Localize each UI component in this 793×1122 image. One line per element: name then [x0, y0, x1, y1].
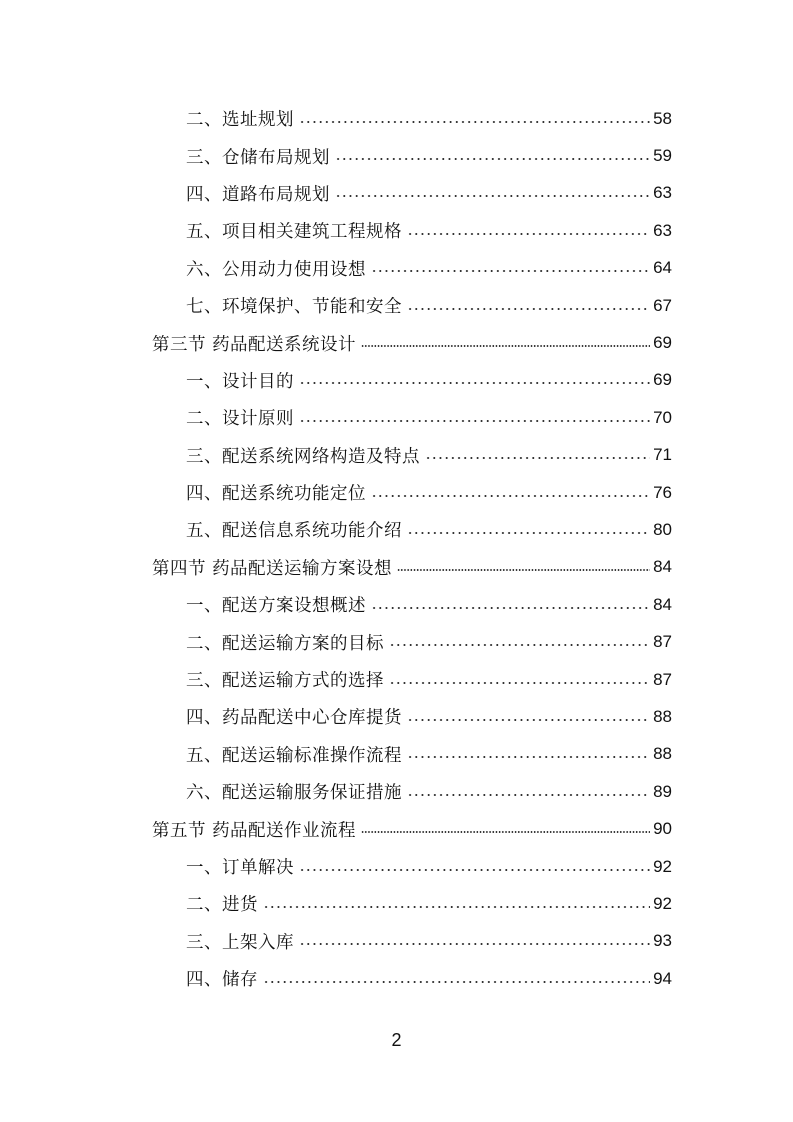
toc-dot-leader	[407, 794, 650, 796]
toc-entry-page: 76	[653, 482, 672, 502]
toc-entry-page: 89	[653, 781, 672, 801]
toc-entry-title: 二、配送运输方案的目标	[186, 633, 384, 654]
toc-entry-title: 四、药品配送中心仓库提货	[186, 708, 402, 729]
toc-entry-page: 64	[653, 258, 672, 278]
toc-dot-leader	[335, 195, 650, 197]
toc-entry-page: 88	[653, 706, 672, 726]
toc-dot-leader	[299, 121, 650, 123]
toc-entry-title: 三、配送系统网络构造及特点	[186, 446, 420, 467]
toc-dot-leader	[299, 420, 650, 422]
toc-section-entry[interactable]	[0, 324, 672, 361]
toc-entry[interactable]	[0, 885, 672, 922]
toc-entry-title: 三、配送运输方式的选择	[186, 671, 384, 692]
toc-entry-page: 58	[653, 108, 672, 128]
toc-dot-leader	[407, 756, 650, 758]
toc-entry[interactable]	[0, 287, 672, 324]
toc-entry-title: 三、仓储布局规划	[186, 147, 330, 168]
toc-entry-page: 63	[653, 183, 672, 203]
toc-entry[interactable]	[0, 773, 672, 810]
toc-entry-title: 一、配送方案设想概述	[186, 596, 366, 617]
toc-entry[interactable]	[0, 137, 672, 174]
toc-entry[interactable]	[0, 474, 672, 511]
toc-entry[interactable]	[0, 511, 672, 548]
toc-dot-leader	[263, 981, 650, 983]
toc-dot-leader	[263, 906, 650, 908]
toc-entry-title: 二、选址规划	[186, 110, 294, 131]
toc-dot-leader	[335, 158, 650, 160]
toc-entry-title: 五、项目相关建筑工程规格	[186, 222, 402, 243]
toc-entry-page: 67	[653, 295, 672, 315]
toc-entry-page: 70	[653, 407, 672, 427]
toc-entry-title: 四、配送系统功能定位	[186, 484, 366, 505]
toc-entry-title: 五、配送运输标准操作流程	[186, 745, 402, 766]
toc-dot-leader	[371, 607, 650, 609]
toc-entry[interactable]	[0, 848, 672, 885]
toc-entry[interactable]	[0, 362, 672, 399]
toc-entry-page: 69	[653, 370, 672, 390]
toc-entry-page: 59	[653, 146, 672, 166]
toc-entry-page: 71	[653, 445, 672, 465]
toc-entry-title: 二、设计原则	[186, 409, 294, 430]
toc-entry[interactable]	[0, 736, 672, 773]
toc-entry[interactable]	[0, 250, 672, 287]
toc-dot-leader	[299, 382, 650, 384]
toc-entry-page: 80	[653, 519, 672, 539]
page-number: 2	[391, 1030, 402, 1050]
toc-entry[interactable]	[0, 399, 672, 436]
toc-entry-page: 87	[653, 669, 672, 689]
toc-entry-page: 94	[653, 968, 672, 988]
table-of-contents	[0, 100, 793, 997]
toc-entry-title: 四、储存	[186, 970, 258, 991]
toc-dot-leader	[371, 495, 650, 497]
toc-entry-title: 六、配送运输服务保证措施	[186, 783, 402, 804]
toc-entry-page: 93	[653, 931, 672, 951]
toc-entry-page: 84	[653, 594, 672, 614]
toc-entry-title: 一、订单解决	[186, 858, 294, 878]
toc-entry[interactable]	[0, 437, 672, 474]
toc-entry[interactable]	[0, 100, 672, 137]
toc-entry-title: 六、公用动力使用设想	[186, 259, 366, 280]
toc-entry-page: 92	[653, 856, 672, 876]
toc-entry-page: 87	[653, 632, 672, 652]
toc-dot-leader	[371, 270, 650, 272]
toc-dot-leader	[299, 943, 650, 945]
toc-entry-title: 第三节 药品配送系统设计	[152, 334, 357, 355]
toc-entry[interactable]	[0, 923, 672, 960]
toc-entry-page: 90	[653, 819, 672, 839]
toc-entry-title: 二、进货	[186, 895, 258, 916]
toc-entry[interactable]	[0, 661, 672, 698]
toc-entry-title: 三、上架入库	[186, 932, 294, 953]
toc-entry[interactable]	[0, 586, 672, 623]
toc-dot-leader	[389, 682, 650, 684]
toc-section-entry[interactable]	[0, 549, 672, 586]
toc-entry[interactable]	[0, 175, 672, 212]
toc-dot-leader	[361, 831, 650, 833]
toc-entry-title: 一、设计目的	[186, 371, 294, 392]
toc-dot-leader	[425, 457, 650, 459]
toc-dot-leader	[361, 345, 650, 347]
toc-entry-page: 92	[653, 893, 672, 913]
toc-dot-leader	[299, 869, 650, 871]
toc-dot-leader	[389, 644, 650, 646]
toc-dot-leader	[407, 233, 650, 235]
toc-entry-title: 第四节 药品配送运输方案设想	[152, 558, 393, 579]
toc-dot-leader	[397, 569, 650, 571]
toc-dot-leader	[407, 308, 650, 310]
toc-dot-leader	[407, 532, 650, 534]
toc-entry[interactable]	[0, 212, 672, 249]
toc-entry-title: 七、环境保护、节能和安全	[186, 297, 402, 318]
toc-entry-title: 五、配送信息系统功能介绍	[186, 521, 402, 542]
toc-section-entry[interactable]	[0, 810, 672, 847]
toc-entry-page: 63	[653, 220, 672, 240]
toc-entry-page: 69	[653, 333, 672, 353]
toc-entry-title: 四、道路布局规划	[186, 184, 330, 205]
toc-entry-page: 88	[653, 744, 672, 764]
toc-entry-page: 84	[653, 557, 672, 577]
toc-entry[interactable]	[0, 623, 672, 660]
toc-dot-leader	[407, 719, 650, 721]
toc-entry[interactable]	[0, 698, 672, 735]
toc-entry-title: 第五节 药品配送作业流程	[152, 820, 357, 841]
toc-entry[interactable]	[0, 960, 672, 997]
